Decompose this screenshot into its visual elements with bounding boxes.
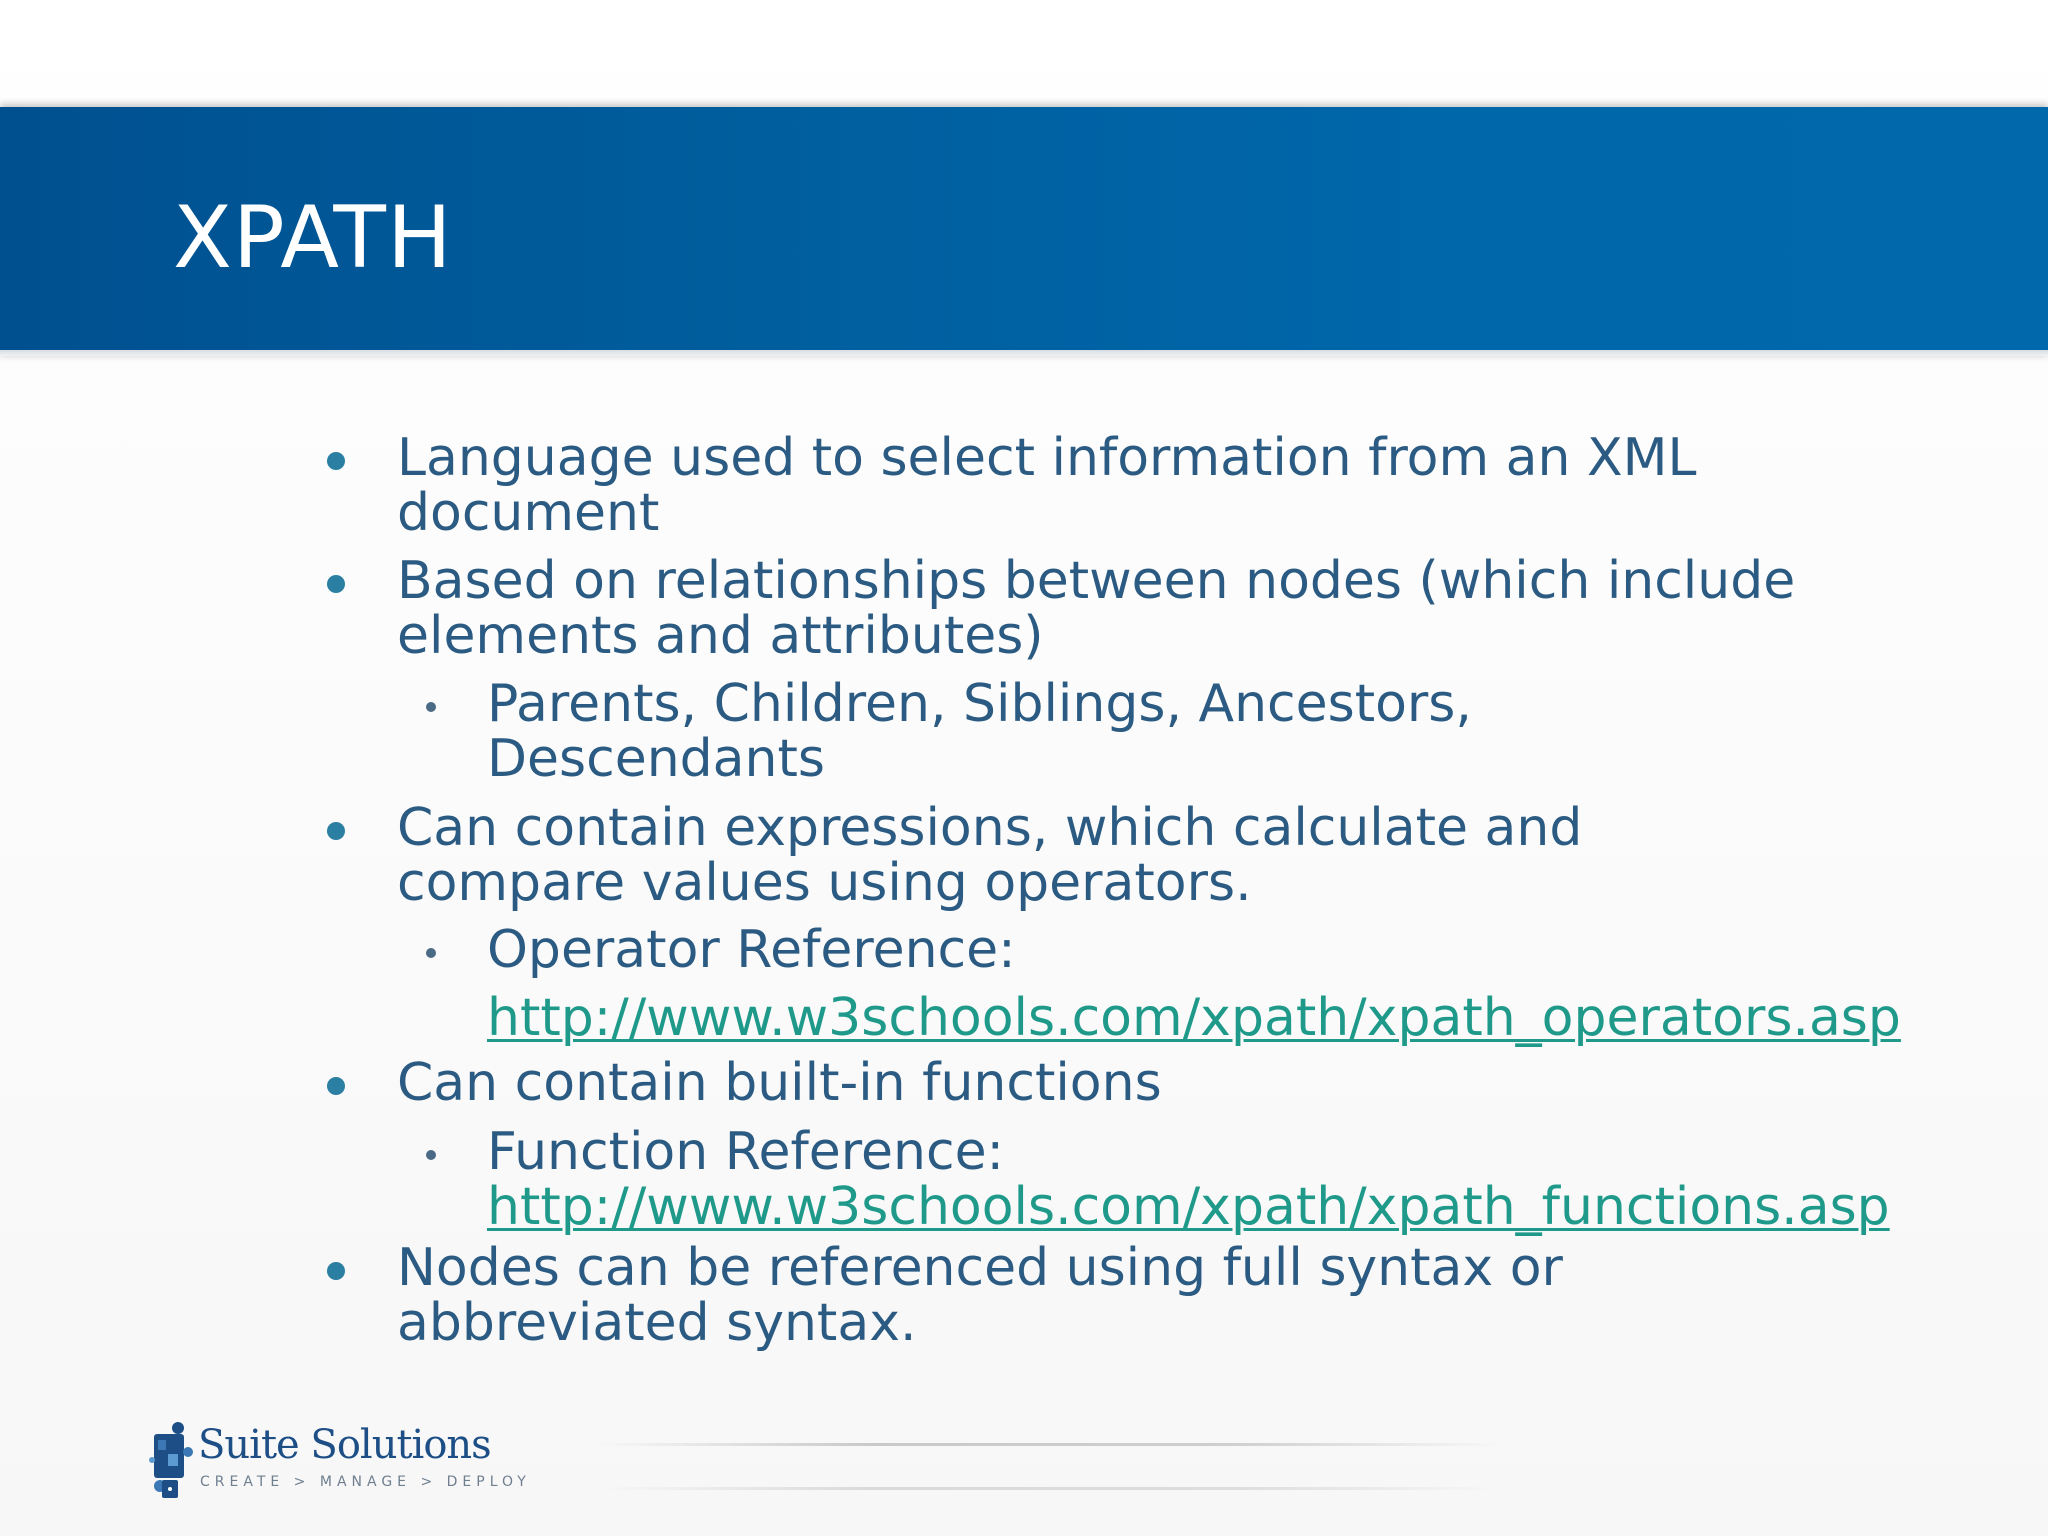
- operator-reference-link[interactable]: http://www.w3schools.com/xpath/xpath_operators.asp: [487, 988, 1901, 1048]
- bullet-item: [397, 798, 1957, 913]
- bullet-text-line: Can contain expressions, which calculate and: [397, 798, 1583, 858]
- footer-divider: [600, 1487, 1500, 1490]
- bullet-dot: [327, 822, 345, 840]
- slide-title: XPATH: [173, 188, 453, 288]
- sub-bullet-link-line: [487, 988, 1967, 1048]
- sub-bullet-dot: [426, 702, 436, 712]
- bullet-dot: [327, 452, 345, 470]
- logo-wordmark: Suite Solutions: [198, 1422, 491, 1468]
- bullet-text-line: compare values using operators.: [397, 853, 1252, 913]
- bullet-item: [397, 1238, 1957, 1353]
- sub-bullet-item: [487, 674, 1967, 789]
- bullet-item: [397, 1053, 1957, 1113]
- logo-tagline: CREATE > MANAGE > DEPLOY: [200, 1474, 531, 1490]
- bullet-text-line: abbreviated syntax.: [397, 1293, 917, 1353]
- sub-bullet-dot: [426, 1150, 436, 1160]
- footer-divider: [600, 1443, 1500, 1446]
- sub-bullet-dot: [426, 948, 436, 958]
- bullet-dot: [327, 575, 345, 593]
- function-reference-label: Function Reference:: [487, 1122, 1005, 1182]
- bullet-text-line: document: [397, 483, 660, 543]
- bullet-dot: [327, 1077, 345, 1095]
- sub-bullet-item: [487, 1122, 1967, 1237]
- bullet-text-line: Parents, Children, Siblings, Ancestors,: [487, 674, 1472, 734]
- puzzle-logo-icon: [148, 1420, 194, 1502]
- bullet-text-line: Can contain built-in functions: [397, 1053, 1162, 1113]
- bullet-text-line: Nodes can be referenced using full syntax or: [397, 1238, 1563, 1298]
- sub-bullet-item: [487, 920, 1967, 980]
- bullet-text-line: Descendants: [487, 729, 825, 789]
- bullet-dot: [327, 1262, 345, 1280]
- company-logo: [148, 1418, 531, 1508]
- bullet-text-line: Based on relationships between nodes (which include: [397, 551, 1796, 611]
- bullet-item: [397, 551, 1957, 666]
- bullet-text-line: elements and attributes): [397, 606, 1044, 666]
- bullet-text-line: Language used to select information from an XML: [397, 428, 1697, 488]
- operator-reference-label: Operator Reference:: [487, 920, 1016, 980]
- function-reference-link[interactable]: http://www.w3schools.com/xpath/xpath_functions.asp: [487, 1177, 1890, 1237]
- bullet-item: [397, 428, 1957, 543]
